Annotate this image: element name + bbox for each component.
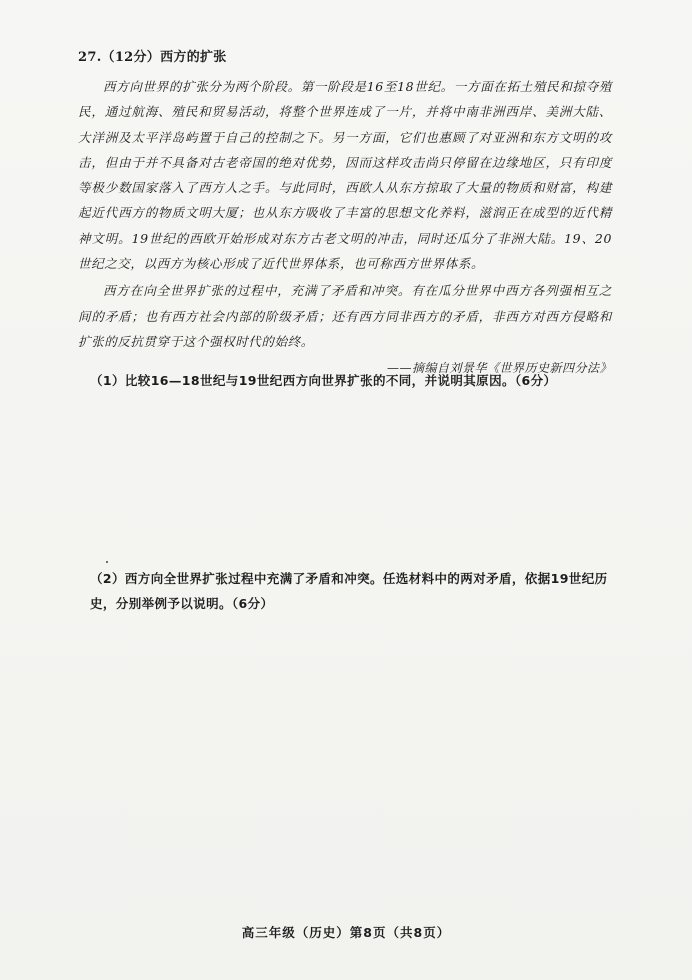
page-footer: 高三年级（历史）第8页（共8页）	[241, 925, 451, 940]
pen-dot-mark	[106, 561, 108, 563]
material-paragraph-2: 西方在向全世界扩张的过程中，充满了矛盾和冲突。有在瓜分世界中西方各列强相互之间的矛盾；也有西方社会内部的阶级矛盾；还有西方同非西方的矛盾，非西方对西方侵略和扩张的反抗贯穿于这个强权时代的始终。	[78, 283, 612, 349]
sub-question-2: （2）西方向全世界扩张过程中充满了矛盾和冲突。任选材料中的两对矛盾，依据19世纪历史，分别举例予以说明。（6分）	[90, 571, 608, 611]
question-heading: 27.（12分）西方的扩张	[78, 50, 227, 65]
material-source: ——摘编自刘景华《世界历史新四分法》	[386, 361, 612, 376]
sub-question-1: （1）比较16—18世纪与19世纪西方向世界扩张的不同，并说明其原因。（6分）	[90, 373, 557, 388]
material-paragraph-1: 西方向世界的扩张分为两个阶段。第一阶段是16至18世纪。一方面在拓土殖民和掠夺殖民，通过航海、殖民和贸易活动，将整个世界连成了一片，并将中南非洲西岸、美洲大陆、大洋洲及太平洋岛屿置于自己的控制之下。另一方面，它们也惠顾了对亚洲和东方文明的攻击，但由于并不具备对古老帝国的绝对优势，因而这样攻击尚只停留在边缘地区，只有印度等极少数国家落入了西方人之手。与此同时，西欧人从东方掠取了大量的物质和财富，构建起近代西方的物质文明大厦；也从东方吸收了丰富的思想文化养料，滋润正在成型的近代精神文明。19世纪的西欧开始形成对东方古老文明的冲击，同时还瓜分了非洲大陆。19、20世纪之交，以西方为核心形成了近代世界体系，也可称西方世界体系。	[78, 79, 612, 272]
question-27	[78, 48, 612, 392]
